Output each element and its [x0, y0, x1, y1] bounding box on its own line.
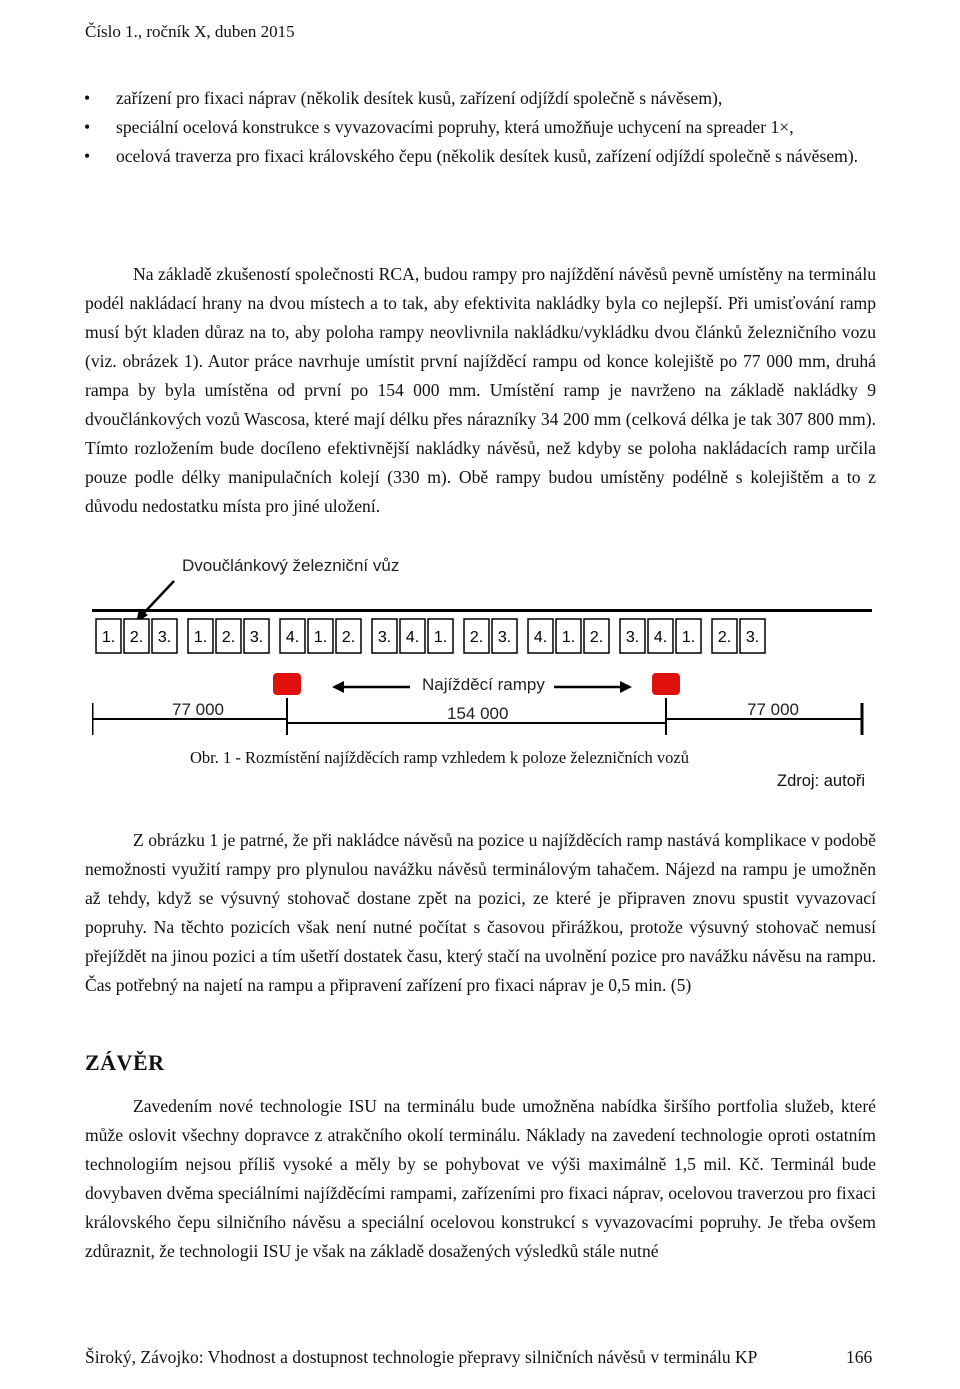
section-heading: ZÁVĚR	[85, 1050, 165, 1075]
wagon-cell-label: 2.	[717, 629, 732, 646]
bullet-icon: •	[84, 146, 91, 166]
wagon-cell-label: 3.	[497, 629, 512, 646]
ramp-right	[652, 673, 680, 695]
running-footer: Široký, Závojko: Vhodnost a dostupnost technologie přepravy silničních návěsů v terminálu KP	[85, 1347, 758, 1367]
wagon-cell-label: 3.	[745, 629, 760, 646]
wagon-cell-label: 1.	[193, 629, 208, 646]
wagon-cell-label: 4.	[405, 629, 420, 646]
list-item-text: ocelová traverza pro fixaci královského čepu (několik desítek kusů, zařízení odjíždí společně s návěsem).	[116, 146, 859, 166]
dimension-left: 77 000	[172, 700, 224, 719]
list-item	[84, 113, 876, 142]
wagon-cell-label: 1.	[313, 629, 328, 646]
ramp-layout-figure	[92, 553, 872, 735]
bullet-icon: •	[84, 117, 91, 137]
list-item	[84, 142, 876, 171]
wagon-cell-label: 2.	[469, 629, 484, 646]
arrowhead-icon	[620, 681, 632, 693]
wagon-label: Dvoučlánkový železniční vůz	[182, 556, 400, 575]
figure-caption: Obr. 1 - Rozmístění najížděcích ramp vzhledem k poloze železničních vozů	[190, 748, 689, 767]
paragraph: Z obrázku 1 je patrné, že při nakládce návěsů na pozice u najížděcích ramp nastává komplikace v podobě nemožnosti využití rampy pro plynulou navážku návěsů terminálovým tahačem. Nájezd na rampu je umožněn až tehdy, když se výsuvný stohovač dostane zpět na pozici, ze které je připraven znovu spustit vyvazovací popruhy. Na těchto pozicích však není nutné počítat s časovou přirážkou, protože výsuvný stohovač nemusí přejíždět na jinou pozici a tím ušetří dostatek času, který stačí na uvolnění pozice pro navážku návěsu na rampu. Čas potřebný na najetí na rampu a připravení zařízení pro fixaci náprav je 0,5 min. (5)	[85, 830, 876, 995]
wagon-cell-label: 2.	[129, 629, 144, 646]
wagon-cell-label: 2.	[221, 629, 236, 646]
wagon-cell-label: 3.	[377, 629, 392, 646]
bullet-icon: •	[84, 88, 91, 108]
dimension-right: 77 000	[747, 700, 799, 719]
wagon-cell-label: 4.	[285, 629, 300, 646]
list-item-text: speciální ocelová konstrukce s vyvazovacími popruhy, která umožňuje uchycení na spreader 1×,	[116, 117, 794, 137]
paragraph: Zavedením nové technologie ISU na terminálu bude umožněna nabídka širšího portfolia služeb, které může oslovit všechny dopravce z atrakčního okolí terminálu. Náklady na zavedení technologie oproti ostatním technologiím nejsou příliš vysoké a měly by se pohybovat ve výši maximálně 1,5 mil. Kč. Terminál bude dovybaven dvěma speciálními najížděcími rampami, zařízeními pro fixaci náprav, ocelovou traverzou pro fixaci královského čepu silničního návěsu a speciální ocelovou konstrukcí s vyvazovacími popruhy. Je třeba ovšem zdůraznit, že technologii ISU je však na základě dosažených výsledků stále nutné	[85, 1096, 876, 1261]
running-header: Číslo 1., ročník X, duben 2015	[85, 22, 295, 41]
wagon-cell-label: 3.	[249, 629, 264, 646]
track-top-line	[92, 609, 872, 612]
paragraph: Na základě zkušeností společnosti RCA, budou rampy pro najíždění návěsů pevně umístěny na terminálu podél nakládací hrany na dvou místech a to tak, aby efektivita nakládky byla co nejlepší. Při umisťování ramp musí být kladen důraz na to, aby poloha rampy neovlivnila nakládku/vykládku dvou článků železničního vozu (viz. obrázek 1). Autor práce navrhuje umístit první najížděcí rampu od konce kolejiště po 77 000 mm, druhá rampa by byla umístěna od první po 154 000 mm. Umístění ramp je navrženo na základě nakládky 9 dvoučlánkových vozů Wascosa, které mají délku přes nárazníky 34 200 mm (celková délka je tak 307 800 mm). Tímto rozložením bude docíleno efektivnější nakládky návěsů, než kdyby se poloha nakládacích ramp určila pouze podle délky manipulačních kolejí (330 m). Obě rampy budou umístěny podélně s kolejištěm a to z důvodu nedostatku místa pro jiné uložení.	[85, 264, 876, 516]
ramps-label: Najížděcí rampy	[422, 675, 545, 694]
bullet-list	[84, 84, 876, 171]
wagon-cell-label: 1.	[101, 629, 116, 646]
wagon-cell-label: 3.	[625, 629, 640, 646]
wagon-cell-label: 4.	[533, 629, 548, 646]
wagon-cell-label: 2.	[589, 629, 604, 646]
wagon-cell-label: 3.	[157, 629, 172, 646]
list-item	[84, 84, 876, 113]
ramp-left	[273, 673, 301, 695]
figure-source: Zdroj: autoři	[777, 772, 866, 790]
list-item-text: zařízení pro fixaci náprav (několik desítek kusů, zařízení odjíždí společně s návěsem),	[116, 88, 723, 108]
wagon-cells	[96, 619, 765, 653]
wagon-cell-label: 2.	[341, 629, 356, 646]
dimension-middle: 154 000	[447, 704, 509, 723]
wagon-cell-label: 1.	[681, 629, 696, 646]
wagon-cell-label: 1.	[433, 629, 448, 646]
arrowhead-icon	[332, 681, 344, 693]
page-number: 166	[846, 1347, 873, 1367]
wagon-cell-label: 4.	[653, 629, 668, 646]
wagon-cell-label: 1.	[561, 629, 576, 646]
